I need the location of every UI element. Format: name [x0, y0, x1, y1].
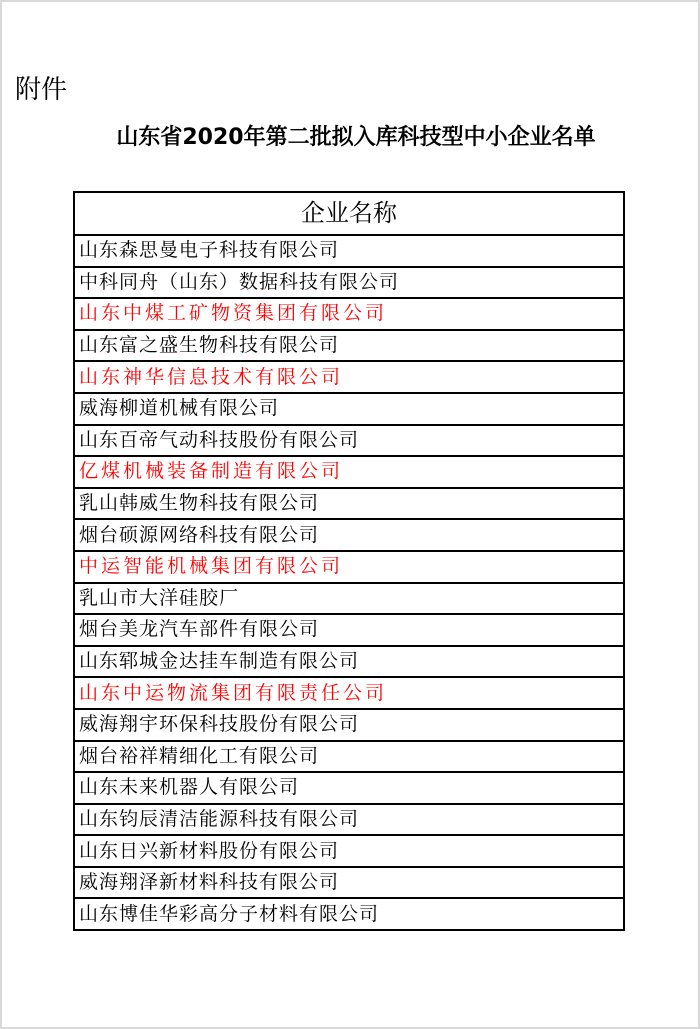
company-name-cell: 烟台美龙汽车部件有限公司 — [74, 614, 624, 646]
table-row — [74, 709, 624, 741]
table-row — [74, 804, 624, 836]
company-name-cell: 威海翔宇环保科技股份有限公司 — [74, 709, 624, 741]
attachment-label: 附件 — [15, 75, 68, 105]
company-name-cell: 山东神华信息技术有限公司 — [74, 361, 624, 393]
company-name-cell: 山东郓城金达挂车制造有限公司 — [74, 646, 624, 678]
company-name-cell: 中运智能机械集团有限公司 — [74, 551, 624, 583]
company-name-cell: 威海翔泽新材料科技有限公司 — [74, 867, 624, 899]
table-row — [74, 456, 624, 488]
company-name-cell: 山东中煤工矿物资集团有限公司 — [74, 298, 624, 330]
table-row — [74, 361, 624, 393]
company-name-cell: 山东森思曼电子科技有限公司 — [74, 235, 624, 267]
table-row — [74, 614, 624, 646]
table-row — [74, 898, 624, 930]
company-name-cell: 威海柳道机械有限公司 — [74, 393, 624, 425]
company-name-cell: 山东日兴新材料股份有限公司 — [74, 835, 624, 867]
table-row — [74, 551, 624, 583]
table-row — [74, 267, 624, 299]
table-row — [74, 425, 624, 457]
table-row — [74, 677, 624, 709]
table-row — [74, 867, 624, 899]
company-name-cell: 乳山市大洋硅胶厂 — [74, 583, 624, 615]
table-header-row — [74, 192, 624, 235]
table-row — [74, 772, 624, 804]
column-header-company-name: 企业名称 — [74, 192, 624, 235]
company-name-cell: 山东博佳华彩高分子材料有限公司 — [74, 898, 624, 930]
document-title: 山东省2020年第二批拟入库科技型中小企业名单 — [116, 125, 596, 150]
company-name-cell: 烟台裕祥精细化工有限公司 — [74, 741, 624, 773]
table-row — [74, 488, 624, 520]
table-row — [74, 393, 624, 425]
table-row — [74, 646, 624, 678]
table-row — [74, 330, 624, 362]
company-name-cell: 山东富之盛生物科技有限公司 — [74, 330, 624, 362]
company-name-cell: 亿煤机械装备制造有限公司 — [74, 456, 624, 488]
company-list-table — [73, 191, 625, 931]
table-row — [74, 298, 624, 330]
table-row — [74, 583, 624, 615]
company-name-cell: 山东钧辰清洁能源科技有限公司 — [74, 804, 624, 836]
company-name-cell: 山东中运物流集团有限责任公司 — [74, 677, 624, 709]
company-name-cell: 烟台硕源网络科技有限公司 — [74, 519, 624, 551]
table-row — [74, 835, 624, 867]
company-name-cell: 乳山韩威生物科技有限公司 — [74, 488, 624, 520]
table-body — [74, 235, 624, 930]
company-name-cell: 山东未来机器人有限公司 — [74, 772, 624, 804]
table-row — [74, 741, 624, 773]
company-name-cell: 中科同舟（山东）数据科技有限公司 — [74, 267, 624, 299]
table-row — [74, 519, 624, 551]
table-row — [74, 235, 624, 267]
company-name-cell: 山东百帝气动科技股份有限公司 — [74, 425, 624, 457]
